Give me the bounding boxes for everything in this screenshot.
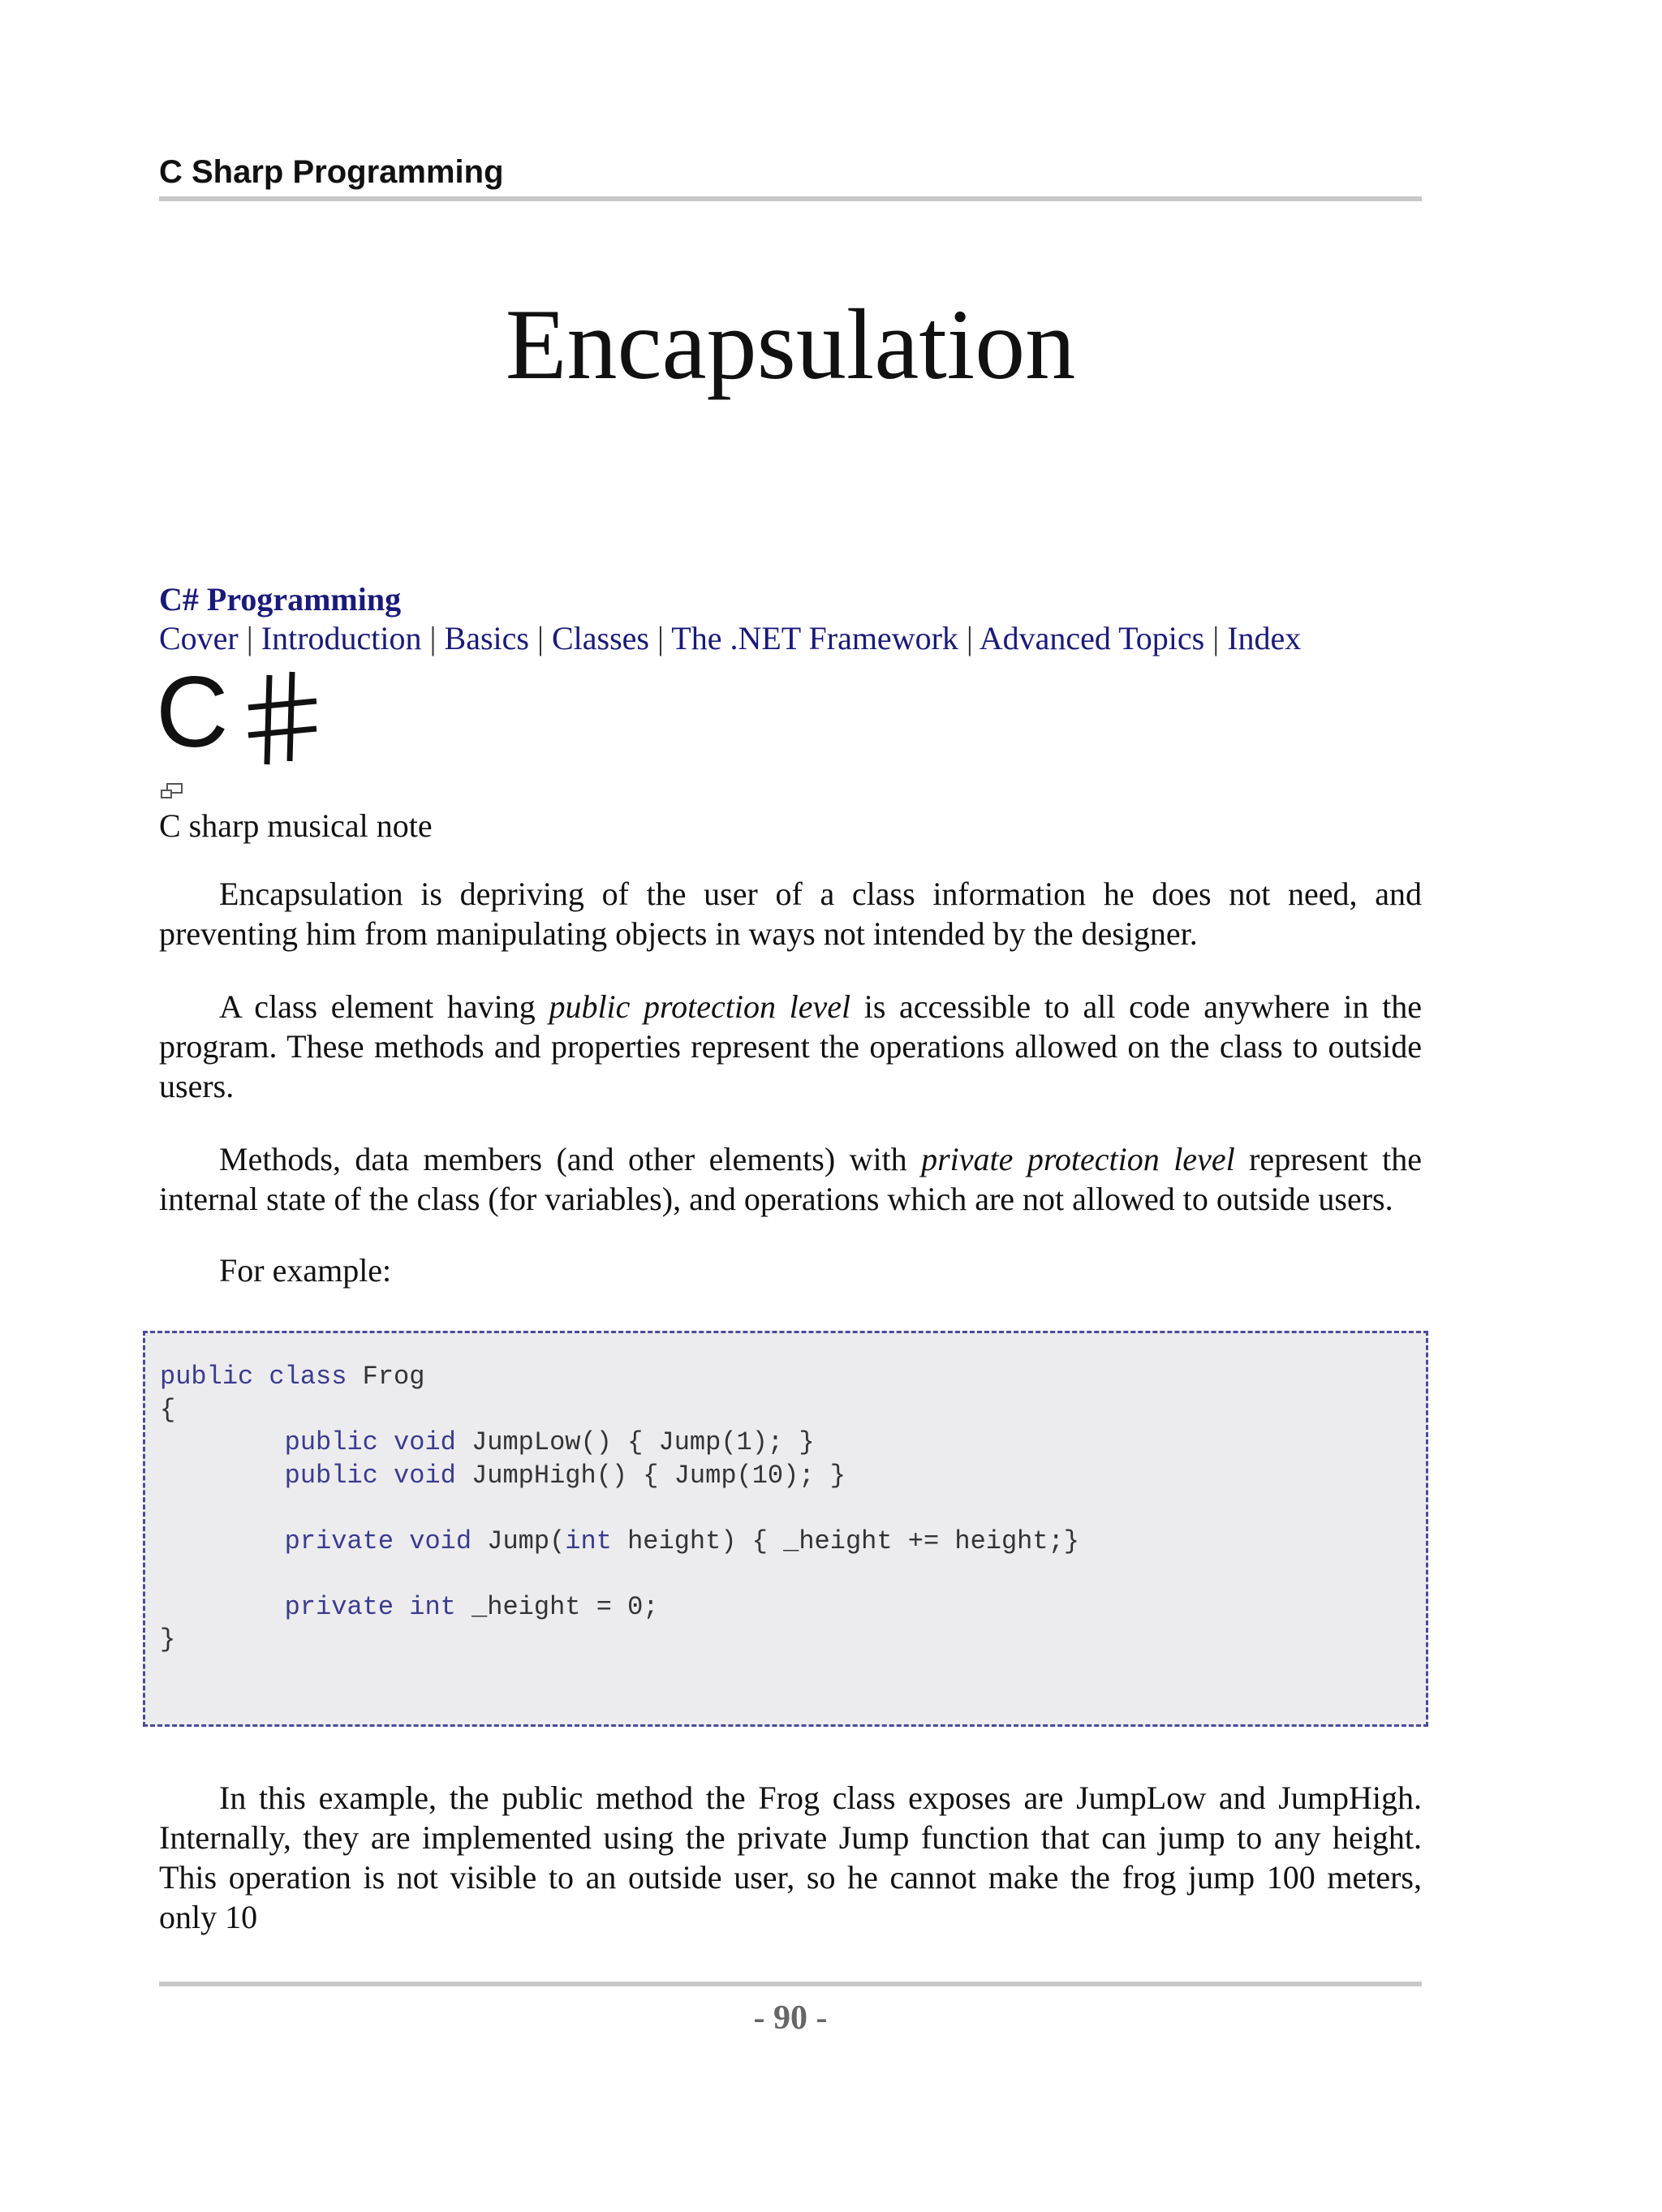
nav-separator: | [421, 620, 445, 656]
code-text [394, 1592, 409, 1622]
nav-separator: | [648, 620, 672, 656]
sharp-sign [248, 672, 316, 764]
nav-link-classes[interactable]: Classes [551, 620, 649, 656]
code-text: Frog [347, 1362, 425, 1392]
code-keyword: int [565, 1526, 612, 1556]
code-keyword: private void [284, 1526, 472, 1556]
paragraph-definition: Encapsulation is depriving of the user of a class information he does not need, and preventing him from manipulating objects in ways not intended by the designer. [159, 876, 1422, 952]
code-text: JumpHigh() { Jump(10); } [455, 1460, 846, 1491]
code-indent [160, 1427, 285, 1457]
nav-separator: | [528, 620, 552, 656]
paragraph-public [159, 987, 1422, 1106]
code-text: { [160, 1394, 176, 1425]
enlarge-icon[interactable] [160, 782, 184, 800]
code-text: height) { _height += height;} [611, 1526, 1079, 1556]
code-text: _height = 0; [455, 1591, 659, 1622]
term-public-protection-level: public protection level [549, 988, 851, 1025]
code-keyword: public class [160, 1362, 347, 1392]
nav-link-basics[interactable]: Basics [444, 620, 529, 656]
code-keyword: public void [284, 1427, 456, 1457]
text: is accessible to all code anywhere in the program. These methods and properties represent the operations allowed on the class to outside users. [159, 988, 1423, 1104]
c-sharp-logo-icon[interactable] [156, 665, 334, 768]
nav-link-advanced-topics[interactable]: Advanced Topics [979, 620, 1205, 656]
code-text: Jump( [471, 1526, 566, 1556]
nav-separator: | [1204, 620, 1228, 656]
code-keyword: private [284, 1591, 394, 1622]
nav-link-introduction[interactable]: Introduction [260, 620, 422, 656]
paragraph-explanation: In this example, the public method the Frog class exposes are JumpLow and JumpHigh. Internally, they are implemented using the private Jump function that can jump to any height. This operation is not visible to an outside user, so he cannot make the frog jump 100 meters, only 10 [159, 1779, 1422, 1935]
running-head: C Sharp Programming [159, 153, 1422, 201]
text: Methods, data members (and other elements) with [219, 1141, 922, 1177]
logo-letter: C [156, 665, 229, 768]
image-caption: C sharp musical note [159, 807, 433, 844]
nav-separator: | [958, 620, 980, 656]
code-keyword: public void [284, 1460, 456, 1491]
term-private-protection-level: private protection level [921, 1141, 1235, 1177]
code-indent [160, 1461, 285, 1491]
code-lines [160, 1361, 1079, 1657]
code-keyword: int [409, 1591, 456, 1622]
nav-title[interactable]: C# Programming [159, 581, 402, 618]
nav-link-dotnet-framework[interactable]: The .NET Framework [671, 620, 958, 656]
nav-separator: | [238, 620, 261, 656]
nav-link-cover[interactable]: Cover [159, 620, 239, 656]
paragraph-for-example: For example: [219, 1252, 392, 1289]
text: A class element having [219, 988, 549, 1025]
nav-link-index[interactable]: Index [1227, 620, 1302, 656]
code-indent [160, 1526, 285, 1556]
nav-links [159, 618, 1301, 659]
code-indent [160, 1592, 285, 1622]
page-number: - 90 - [753, 1999, 828, 2037]
code-text: } [160, 1625, 176, 1655]
footer-rule [159, 1982, 1422, 1986]
chapter-title: Encapsulation [505, 289, 1076, 400]
text: represent the internal state of the class (for variables), and operations which are not allowed to outside users. [159, 1141, 1422, 1217]
paragraph-private [159, 1139, 1422, 1219]
code-text: JumpLow() { Jump(1); } [455, 1427, 815, 1457]
code-block [143, 1331, 1428, 1727]
